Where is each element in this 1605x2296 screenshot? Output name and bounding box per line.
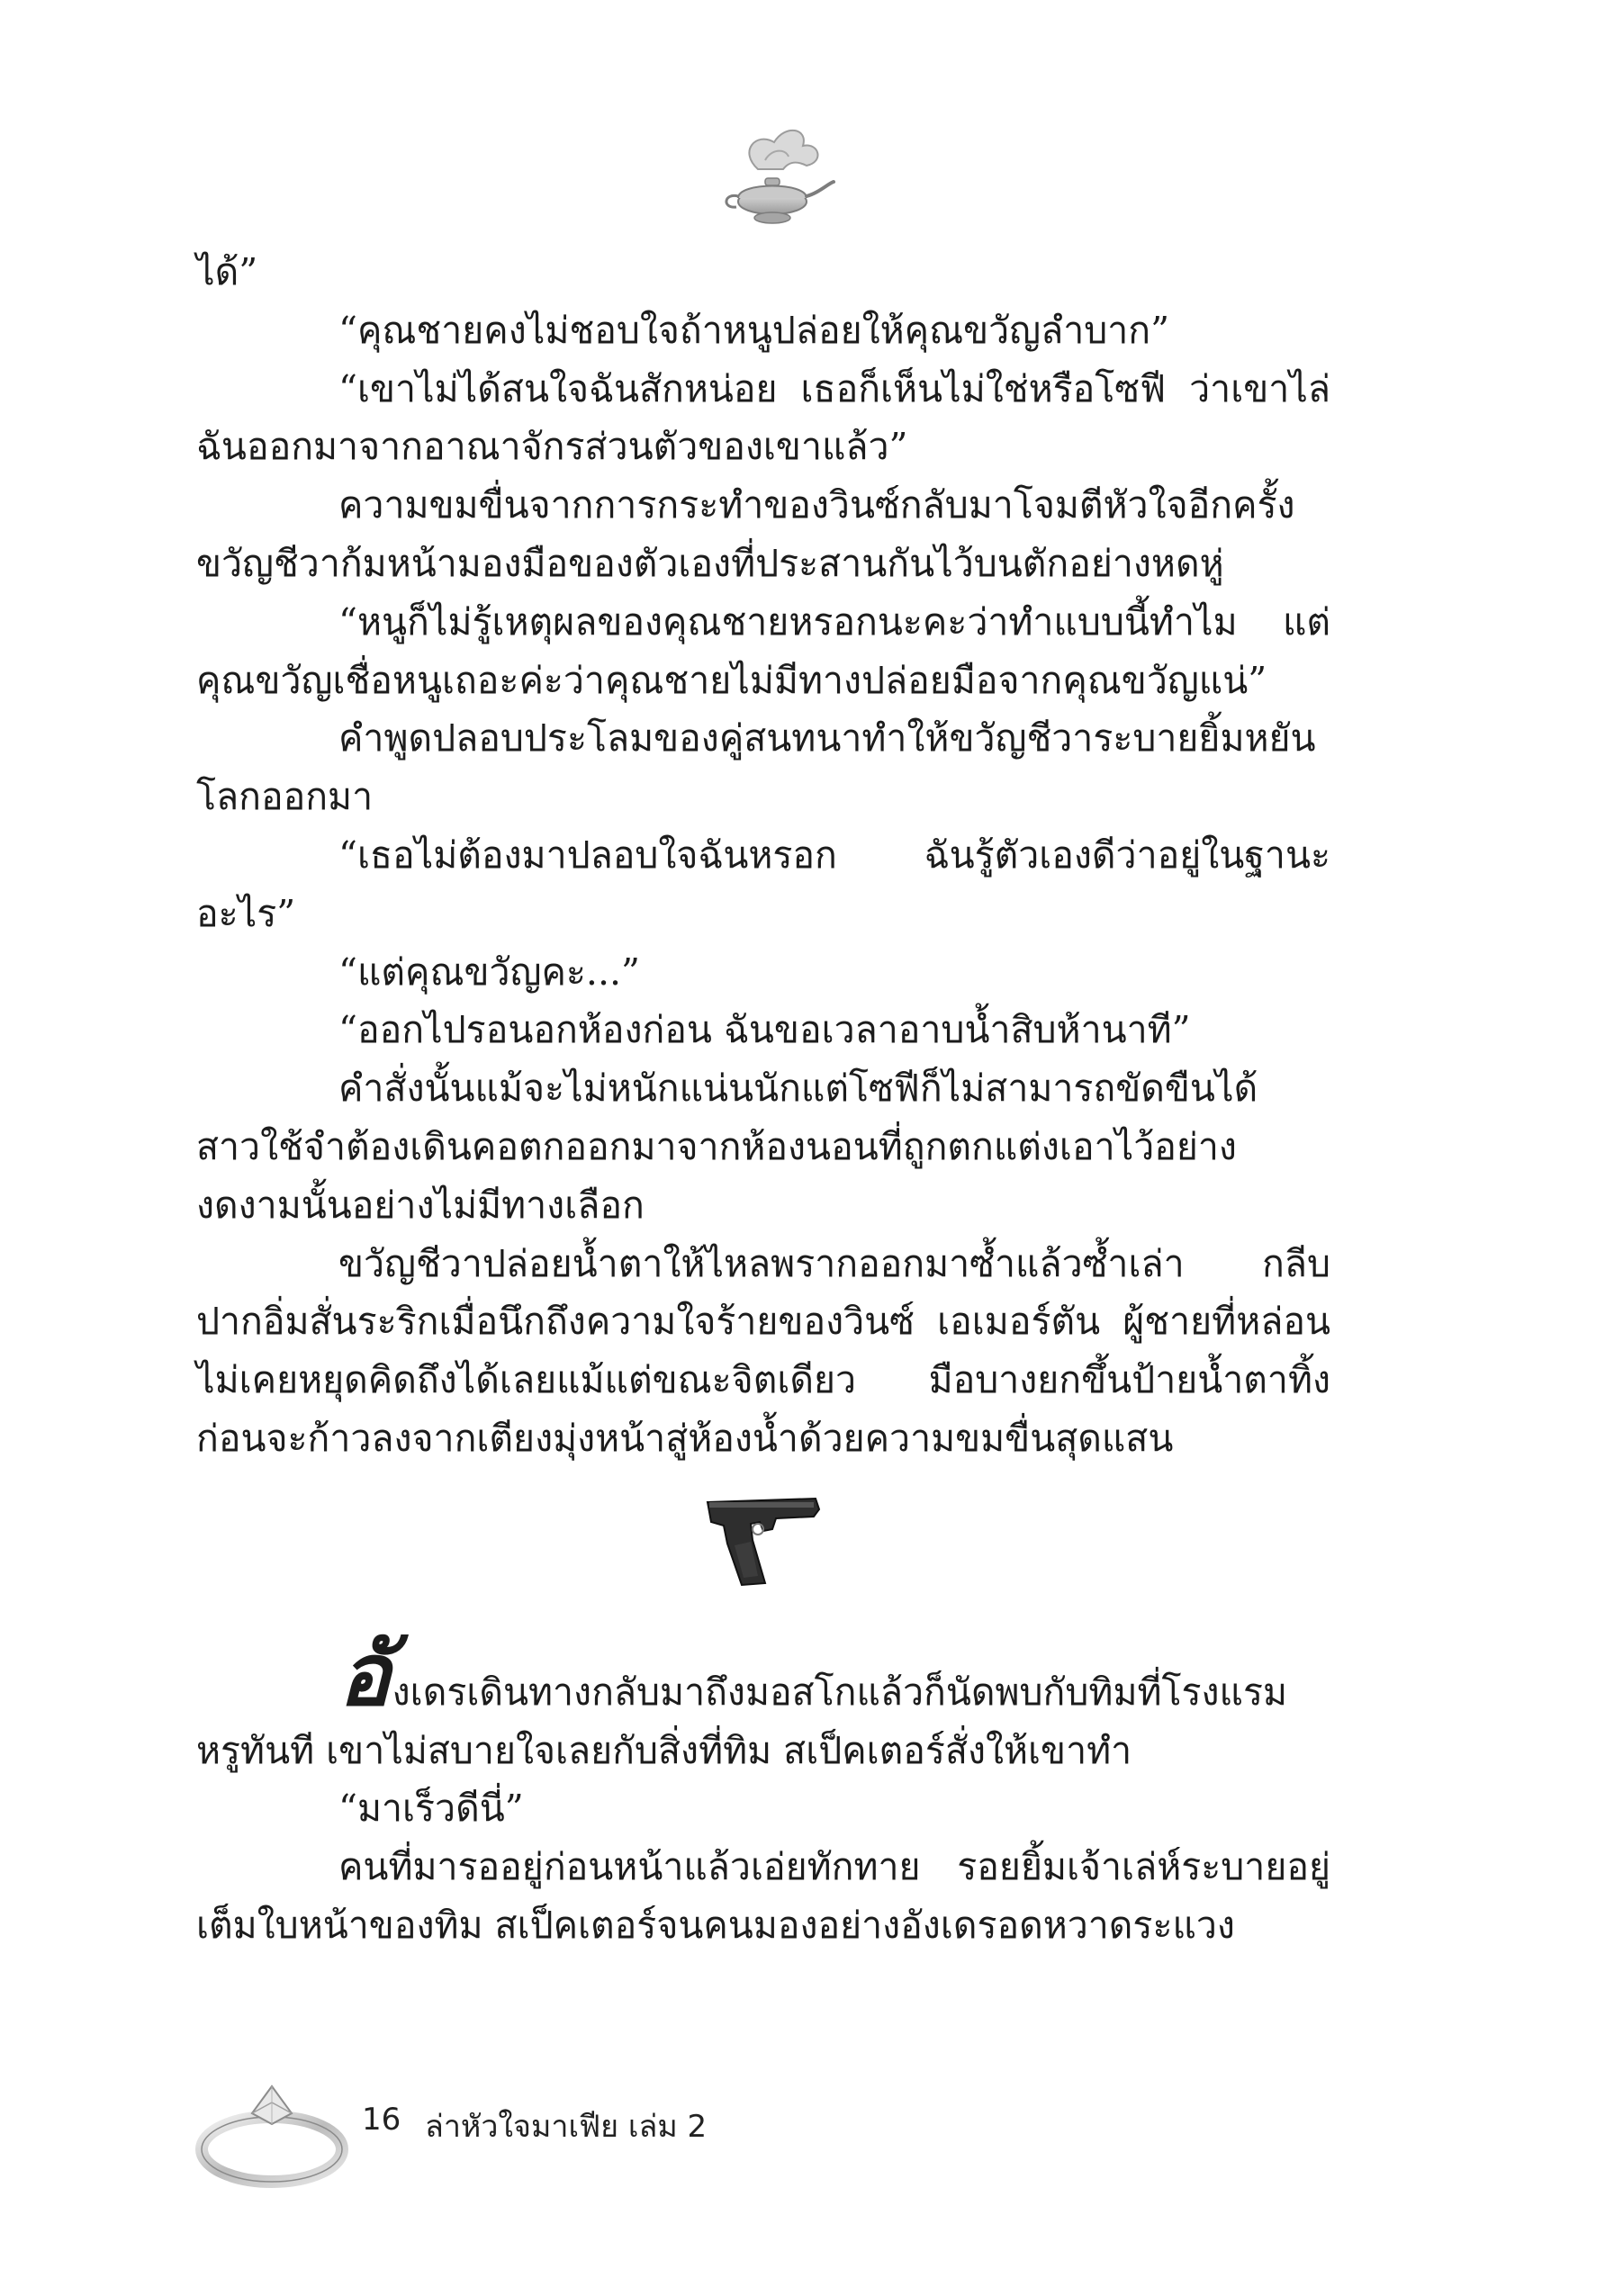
paragraph: “เขาไม่ได้สนใจฉันสักหน่อย เธอก็เห็นไม่ใช่หรือโซฟี ว่าเขาไล่ฉันออกมาจากอาณาจักรส่วนตัวของเขาแล้ว”	[196, 366, 1330, 469]
dropcap-paragraph-text: งเดรเดินทางกลับมาถึงมอสโกแล้วก็นัดพบกับทิมที่โรงแรมหรูทันที เขาไม่สบายใจเลยกับสิ่งที่ทิม สเป็คเตอร์สั่งให้เขาทำ	[196, 1670, 1288, 1772]
paragraph: “แต่คุณขวัญคะ...”	[338, 950, 640, 994]
paragraph: “มาเร็วดีนี่”	[338, 1787, 524, 1831]
paragraph: คนที่มารออยู่ก่อนหน้าแล้วเอ่ยทักทาย รอยยิ้มเจ้าเล่ห์ระบายอยู่เต็มใบหน้าของทิม สเป็คเตอร์จนคนมองอย่างอังเดรอดหวาดระแวง	[196, 1845, 1330, 1947]
diamond-ring-icon	[189, 2061, 356, 2196]
page-body	[196, 243, 1330, 1955]
text-block-bottom	[196, 1779, 1330, 1954]
paragraph: ได้”	[196, 250, 258, 293]
text-block-top	[196, 243, 1330, 1468]
pistol-icon	[700, 1486, 826, 1589]
dropcap-paragraph	[196, 1623, 1330, 1780]
page-number: 16	[362, 2102, 401, 2138]
paragraph: “คุณชายคงไม่ชอบใจถ้าหนูปล่อยให้คุณขวัญลำบาก”	[338, 308, 1170, 352]
paragraph: “ออกไปรอนอกห้องก่อน ฉันขอเวลาอาบน้ำสิบห้านาที”	[338, 1008, 1191, 1052]
paragraph: “หนูก็ไม่รู้เหตุผลของคุณชายหรอกนะคะว่าทำแบบนี้ทำไม แต่คุณขวัญเชื่อหนูเถอะค่ะว่าคุณชายไม่มีทางปล่อยมือจากคุณขวัญแน่”	[196, 599, 1330, 702]
paragraph: ขวัญชีวาปล่อยน้ำตาให้ไหลพรากออกมาซ้ำแล้วซ้ำเล่า กลีบปากอิ่มสั่นระริกเมื่อนึกถึงความใจร้ายของวินซ์ เอเมอร์ตัน ผู้ชายที่หล่อนไม่เคยหยุดคิดถึงได้เลยแม้แต่ขณะจิตเดียว มือบางยกขึ้นป้ายน้ำตาทิ้งก่อนจะก้าวลงจากเตียงมุ่งหน้าสู่ห้องน้ำด้วยความขมขื่นสุดแสน	[196, 1241, 1330, 1460]
magic-lamp-icon	[702, 106, 837, 241]
page-footer	[189, 2061, 999, 2196]
paragraph: คำสั่งนั้นแม้จะไม่หนักแน่นนักแต่โซฟีก็ไม่สามารถขัดขืนได้ สาวใช้จำต้องเดินคอตกออกมาจากห้องนอนที่ถูกตกแต่งเอาไว้อย่างงดงามนั้นอย่างไม่มีทางเลือก	[196, 1067, 1258, 1227]
book-title: ล่าหัวใจมาเฟีย เล่ม 2	[425, 2109, 708, 2145]
paragraph: คำพูดปลอบประโลมของคู่สนทนาทำให้ขวัญชีวาระบายยิ้มหยันโลกออกมา	[196, 716, 1316, 819]
paragraph: “เธอไม่ต้องมาปลอบใจฉันหรอก ฉันรู้ตัวเองดีว่าอยู่ในฐานะอะไร”	[196, 833, 1330, 935]
dropcap-letter: อั	[338, 1623, 391, 1725]
paragraph: ความขมขื่นจากการกระทำของวินซ์กลับมาโจมตีหัวใจอีกครั้ง ขวัญชีวาก้มหน้ามองมือของตัวเองที่ประสานกันไว้บนตักอย่างหดหู่	[196, 483, 1295, 585]
section-divider	[196, 1468, 1330, 1657]
